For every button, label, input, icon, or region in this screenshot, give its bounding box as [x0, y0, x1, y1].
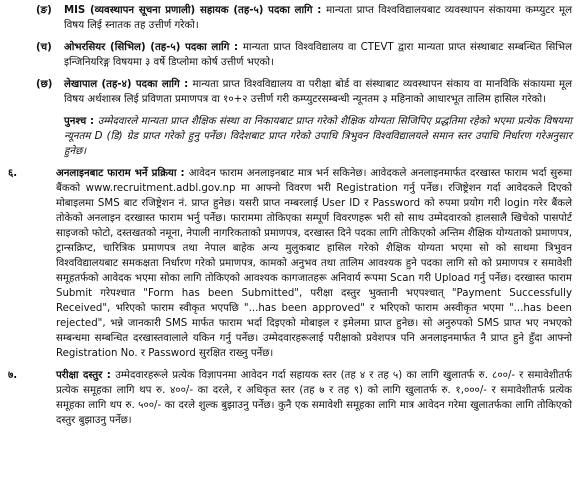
- section-line: Registration No. र Password सुरक्षित राख्नु पर्नेछ।: [56, 348, 274, 359]
- note-line: प्रत्येक विषयमा न्यूनतम D (डि) ग्रेड प्राप्त गरेको हुनु पर्नेछ। विदेशबाट प्राप्त गरेको उपाधि त्रिभुवन विश्वविद्यालयले समान: [64, 116, 572, 142]
- note-line: उम्मेदवारले मान्यता प्राप्त शैक्षिक संस्था वा निकायबाट प्राप्त गरेको शैक्षिक योग्यता सिजिपिए प्रद्धतिमा रहेको भएमा: [97, 116, 518, 127]
- clause-chha: [6, 77, 572, 107]
- postscript-note: [64, 114, 572, 159]
- section-number: ७.: [8, 370, 18, 381]
- clause-line: कम्प्युटर मूल विषय लिई स्नातक तह उत्तीर्ण गरेको।: [64, 5, 572, 31]
- section-line: गर्दा आवेदकले दिएको मोबाइलमा SMS बाट रजिष्ट्रेशन नं. प्राप्त हुनेछ। यसरी प्राप्त नम्बरलाई User ID र Password को: [56, 183, 572, 209]
- clause-text: [64, 40, 572, 70]
- section-line: फाराम स्वीकृत भएपछि "...has been approved" र भरिएको फाराम अस्वीकृत भएमा "...has been rejected", भन्ने: [56, 303, 572, 329]
- section-heading: अनलाइनबाट फाराम भर्ने प्रक्रिया :: [56, 168, 189, 179]
- clause-marker: (च): [36, 42, 52, 53]
- section-line: आवेदन गरेमा खुलातर्फका लागि तोकिएको दस्तुर बुझाउनु पर्नेछ।: [56, 400, 573, 426]
- section-text: [56, 368, 572, 428]
- section-line: अन्य मुलुकबाट हासिल गरेको शैक्षिक योग्यता भएमा सो को साथमा त्रिभुवन विश्वविद्यालयबाट समकक्षता निर्धारण गरेको: [56, 243, 573, 269]
- clause-line: मानविकि संकायमा मूल विषय अर्थशास्त्र लिई प्रविणता प्रमाणपत्र वा १०+२ उत्तीर्ण गरी कम्प्युटरसम्बन्धी न्यूनतम ३: [64, 79, 572, 105]
- section-line: जानकारी SMS मार्फत फाराम भर्दा दिइएको मोबाइल र इमेलमा प्राप्त हुनेछ। सो अनुरुपको SMS प्राप्त भए नभएको सम्बन्धमा: [56, 318, 572, 344]
- section-heading: परीक्षा दस्तुर :: [56, 370, 116, 381]
- clause-cha: [6, 40, 572, 70]
- clause-line: महिनाको आधारभूत तालिम हासिल गरेको।: [390, 94, 547, 105]
- clause-line: मान्यता प्राप्त विश्वविद्यालयबाट व्यवस्थापन संकायमा: [326, 5, 526, 16]
- section-line: गरेपश्चात "Form has been Submitted", परीक्षा दस्तुर भुक्तानी भएपश्चात् "Payment Successfully Received", भरिएको: [56, 288, 572, 314]
- clause-marker: (छ): [36, 79, 53, 90]
- clause-text: [64, 77, 572, 107]
- section-line: फाराम भर्दा सुरुमा बैंकको www.recruitment.adbl.gov.np मा आफ्नो विवरण भरी Registration गर्नु पर्नेछ। रजिष्ट्रेशन: [56, 168, 572, 194]
- section-line: भरी सो साथ उम्मेदवारको हालसालै खिचेको पासपोर्ट साइजको फोटो, दस्तखतको नमूना, नेपाली नागरिकताको प्रमाणपत्र,: [56, 213, 572, 239]
- section-line: आवेदन फाराम अनलाइनबाट मात्र भर्न सकिनेछ। आवेदकले अनलाइनमार्फत दरखास्त: [188, 168, 505, 179]
- clause-nga: [6, 3, 572, 33]
- clause-text: [64, 3, 572, 33]
- section-line: समावेशीतर्फ प्रत्येक समूहका लागि थप रु. ४००/- का दरले, र अधिकृत स्तर (तह ७ र तह ९) को लागि खुलातर्फ रु. १,०००/- र: [56, 370, 572, 396]
- section-line: प्रमाणपत्र, कामको अनुभव तथा तालिम आवश्यक हुने पदका लागि सो को प्रमाणपत्र र समावेशी समूहतर्फको आवेदक भएमा: [56, 258, 572, 284]
- clause-heading: लेखापाल (तह-४) पदका लागि :: [64, 79, 193, 90]
- section-exam-fee: [6, 368, 572, 428]
- clause-line: सम्बन्धित सिभिल इन्जिनियरिङ्ग विषयमा ३ वर्षे डिप्लोमा कोर्ष उत्तीर्ण भएको।: [64, 42, 572, 68]
- note-line: स्तर उपाधि निर्धारण गरेअनुसार हुनेछ।: [64, 131, 572, 157]
- section-line: दरखास्त दिने पदका लागि तोकिएको अन्तिम शैक्षिक योग्यताको प्रमाणपत्र, ट्रान्सक्रिप्ट, चारित्रिक प्रमाणपत्र तथा नेपाल बाहेक: [56, 228, 572, 254]
- clause-heading: ओभरसियर (सिभिल) (तह-५) पदका लागि :: [64, 42, 243, 53]
- clause-heading: MIS (व्यवस्थापन सूचना प्रणाली) सहायक (तह-५) पदका लागि :: [64, 5, 327, 16]
- postscript-label: पुनश्च :: [64, 116, 98, 127]
- section-line: उम्मेदवारहरूले प्रत्येक विज्ञापनमा आवेदन गर्दा सहायक स्तर (तह ४ र तह ५) का लागि खुलातर्फ रु. ८००/- र: [115, 370, 528, 381]
- section-line: समावेशीतर्फ प्रत्येक समूहका लागि थप रु. ५००/- का दरले शुल्क बुझाउनु पर्नेछ। कुनै एक समावेशी समूहका लागि मात्र: [56, 385, 573, 411]
- clause-marker: (ङ): [36, 5, 52, 16]
- section-line: रुपमा प्रयोग गरी login गरेर बैंकले तोकेको अनलाइन दरखास्त फाराम भर्नु पर्नेछ। फाराममा तोकिएका सम्पूर्ण विवरणहरू: [56, 198, 572, 224]
- clause-line: मान्यता प्राप्त विश्वविद्यालय वा CTEVT द्वारा मान्यता प्राप्त संस्थाबाट: [242, 42, 508, 53]
- section-text: [56, 166, 572, 361]
- section-online-form: [6, 166, 572, 361]
- clause-line: मान्यता प्राप्त विश्वविद्यालय वा परीक्षा बोर्ड वा संस्थाबाट व्यवस्थापन संकाय वा: [192, 79, 486, 90]
- section-line: सोका लागि तोकिएको आवश्यक कागजातहरू अनिवार्य रूपमा Scan गरी Upload गर्नु पर्नेछ। दरखास्त फाराम Submit: [56, 273, 572, 299]
- section-line: सम्बन्धित दरखास्तवालाले यकिन गर्नु पर्नेछ। उम्मेदवारहरूलाई परीक्षाको प्रवेशपत्र पनि अनलाइनमार्फत नै प्राप्त हुने हुँदा आफ्नो: [94, 333, 572, 344]
- section-number: ६.: [8, 168, 18, 179]
